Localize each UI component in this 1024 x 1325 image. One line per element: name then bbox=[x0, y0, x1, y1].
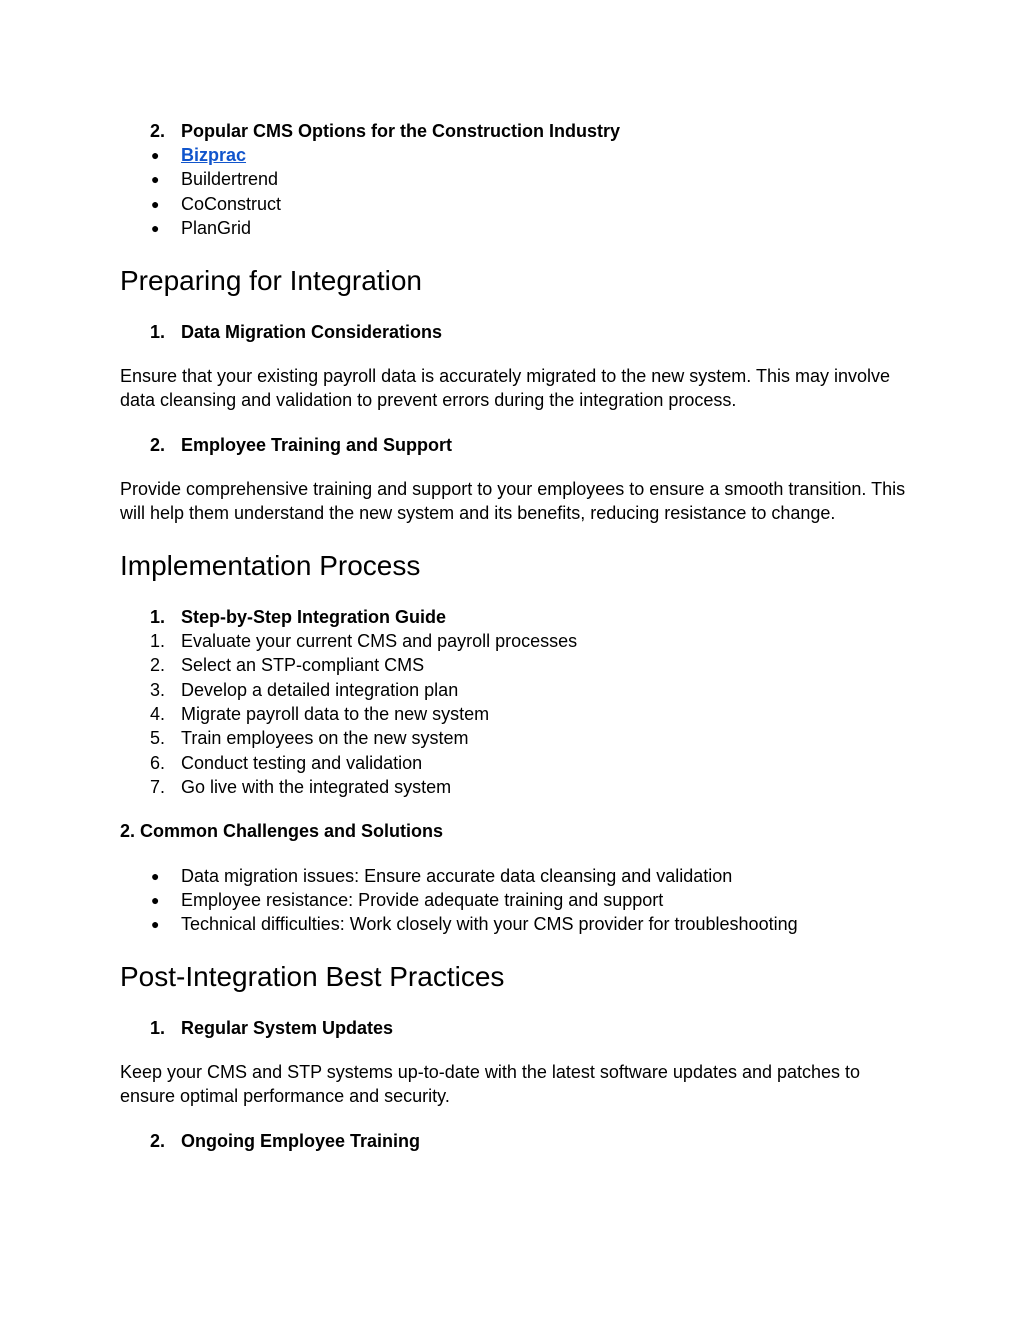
cms-options-number: 2. bbox=[150, 121, 166, 141]
step-number: 2. bbox=[150, 655, 166, 675]
step-text: Develop a detailed integration plan bbox=[181, 680, 459, 700]
step-number: 4. bbox=[150, 704, 166, 724]
step-text: Conduct testing and validation bbox=[181, 753, 423, 773]
preparing-heading: Preparing for Integration bbox=[120, 265, 422, 296]
step-number: 6. bbox=[150, 753, 166, 773]
cms-options-title: Popular CMS Options for the Construction Industry bbox=[181, 121, 620, 141]
step-text: Evaluate your current CMS and payroll processes bbox=[181, 631, 578, 651]
bullet-icon: ● bbox=[151, 220, 160, 236]
data-migration-paragraph: Ensure that your existing payroll data is accurately migrated to the new system. This may involve data cleansing and validation to prevent errors during the integration process. bbox=[120, 366, 891, 411]
step-text: Select an STP-compliant CMS bbox=[181, 655, 425, 675]
bullet-icon: ● bbox=[151, 868, 160, 884]
ongoing-training-title: Ongoing Employee Training bbox=[181, 1131, 421, 1151]
bullet-icon: ● bbox=[151, 916, 160, 932]
step-number: 1. bbox=[150, 631, 166, 651]
integration-guide-number: 1. bbox=[150, 607, 166, 627]
challenge-item: Data migration issues: Ensure accurate data cleansing and validation bbox=[181, 866, 733, 886]
integration-guide-title: Step-by-Step Integration Guide bbox=[181, 607, 447, 627]
step-text: Go live with the integrated system bbox=[181, 777, 452, 797]
step-number: 3. bbox=[150, 680, 166, 700]
implementation-heading: Implementation Process bbox=[120, 550, 421, 581]
system-updates-paragraph: Keep your CMS and STP systems up-to-date with the latest software updates and patches to ensure optimal performance and security. bbox=[120, 1062, 861, 1107]
data-migration-title: Data Migration Considerations bbox=[181, 322, 443, 342]
bullet-icon: ● bbox=[151, 171, 160, 187]
cms-option-item: CoConstruct bbox=[181, 194, 282, 214]
ongoing-training-number: 2. bbox=[150, 1131, 166, 1151]
bullet-icon: ● bbox=[151, 147, 160, 163]
bizprac-link[interactable]: Bizprac bbox=[181, 145, 247, 165]
cms-option-item: PlanGrid bbox=[181, 218, 252, 238]
system-updates-title: Regular System Updates bbox=[181, 1018, 394, 1038]
cms-option-item: Buildertrend bbox=[181, 169, 279, 189]
step-number: 7. bbox=[150, 777, 166, 797]
challenges-title: 2. Common Challenges and Solutions bbox=[120, 821, 444, 841]
challenge-item: Employee resistance: Provide adequate training and support bbox=[181, 890, 664, 910]
challenge-item: Technical difficulties: Work closely with your CMS provider for troubleshooting bbox=[181, 914, 798, 934]
employee-training-title: Employee Training and Support bbox=[181, 435, 453, 455]
step-number: 5. bbox=[150, 728, 166, 748]
system-updates-number: 1. bbox=[150, 1018, 166, 1038]
step-text: Migrate payroll data to the new system bbox=[181, 704, 490, 724]
employee-training-number: 2. bbox=[150, 435, 166, 455]
bullet-icon: ● bbox=[151, 196, 160, 212]
post-integration-heading: Post-Integration Best Practices bbox=[120, 961, 505, 992]
bullet-icon: ● bbox=[151, 892, 160, 908]
employee-training-paragraph: Provide comprehensive training and support to your employees to ensure a smooth transition. This will help them understand the new system and its benefits, reducing resistance to change. bbox=[120, 479, 906, 524]
step-text: Train employees on the new system bbox=[181, 728, 469, 748]
data-migration-number: 1. bbox=[150, 322, 166, 342]
